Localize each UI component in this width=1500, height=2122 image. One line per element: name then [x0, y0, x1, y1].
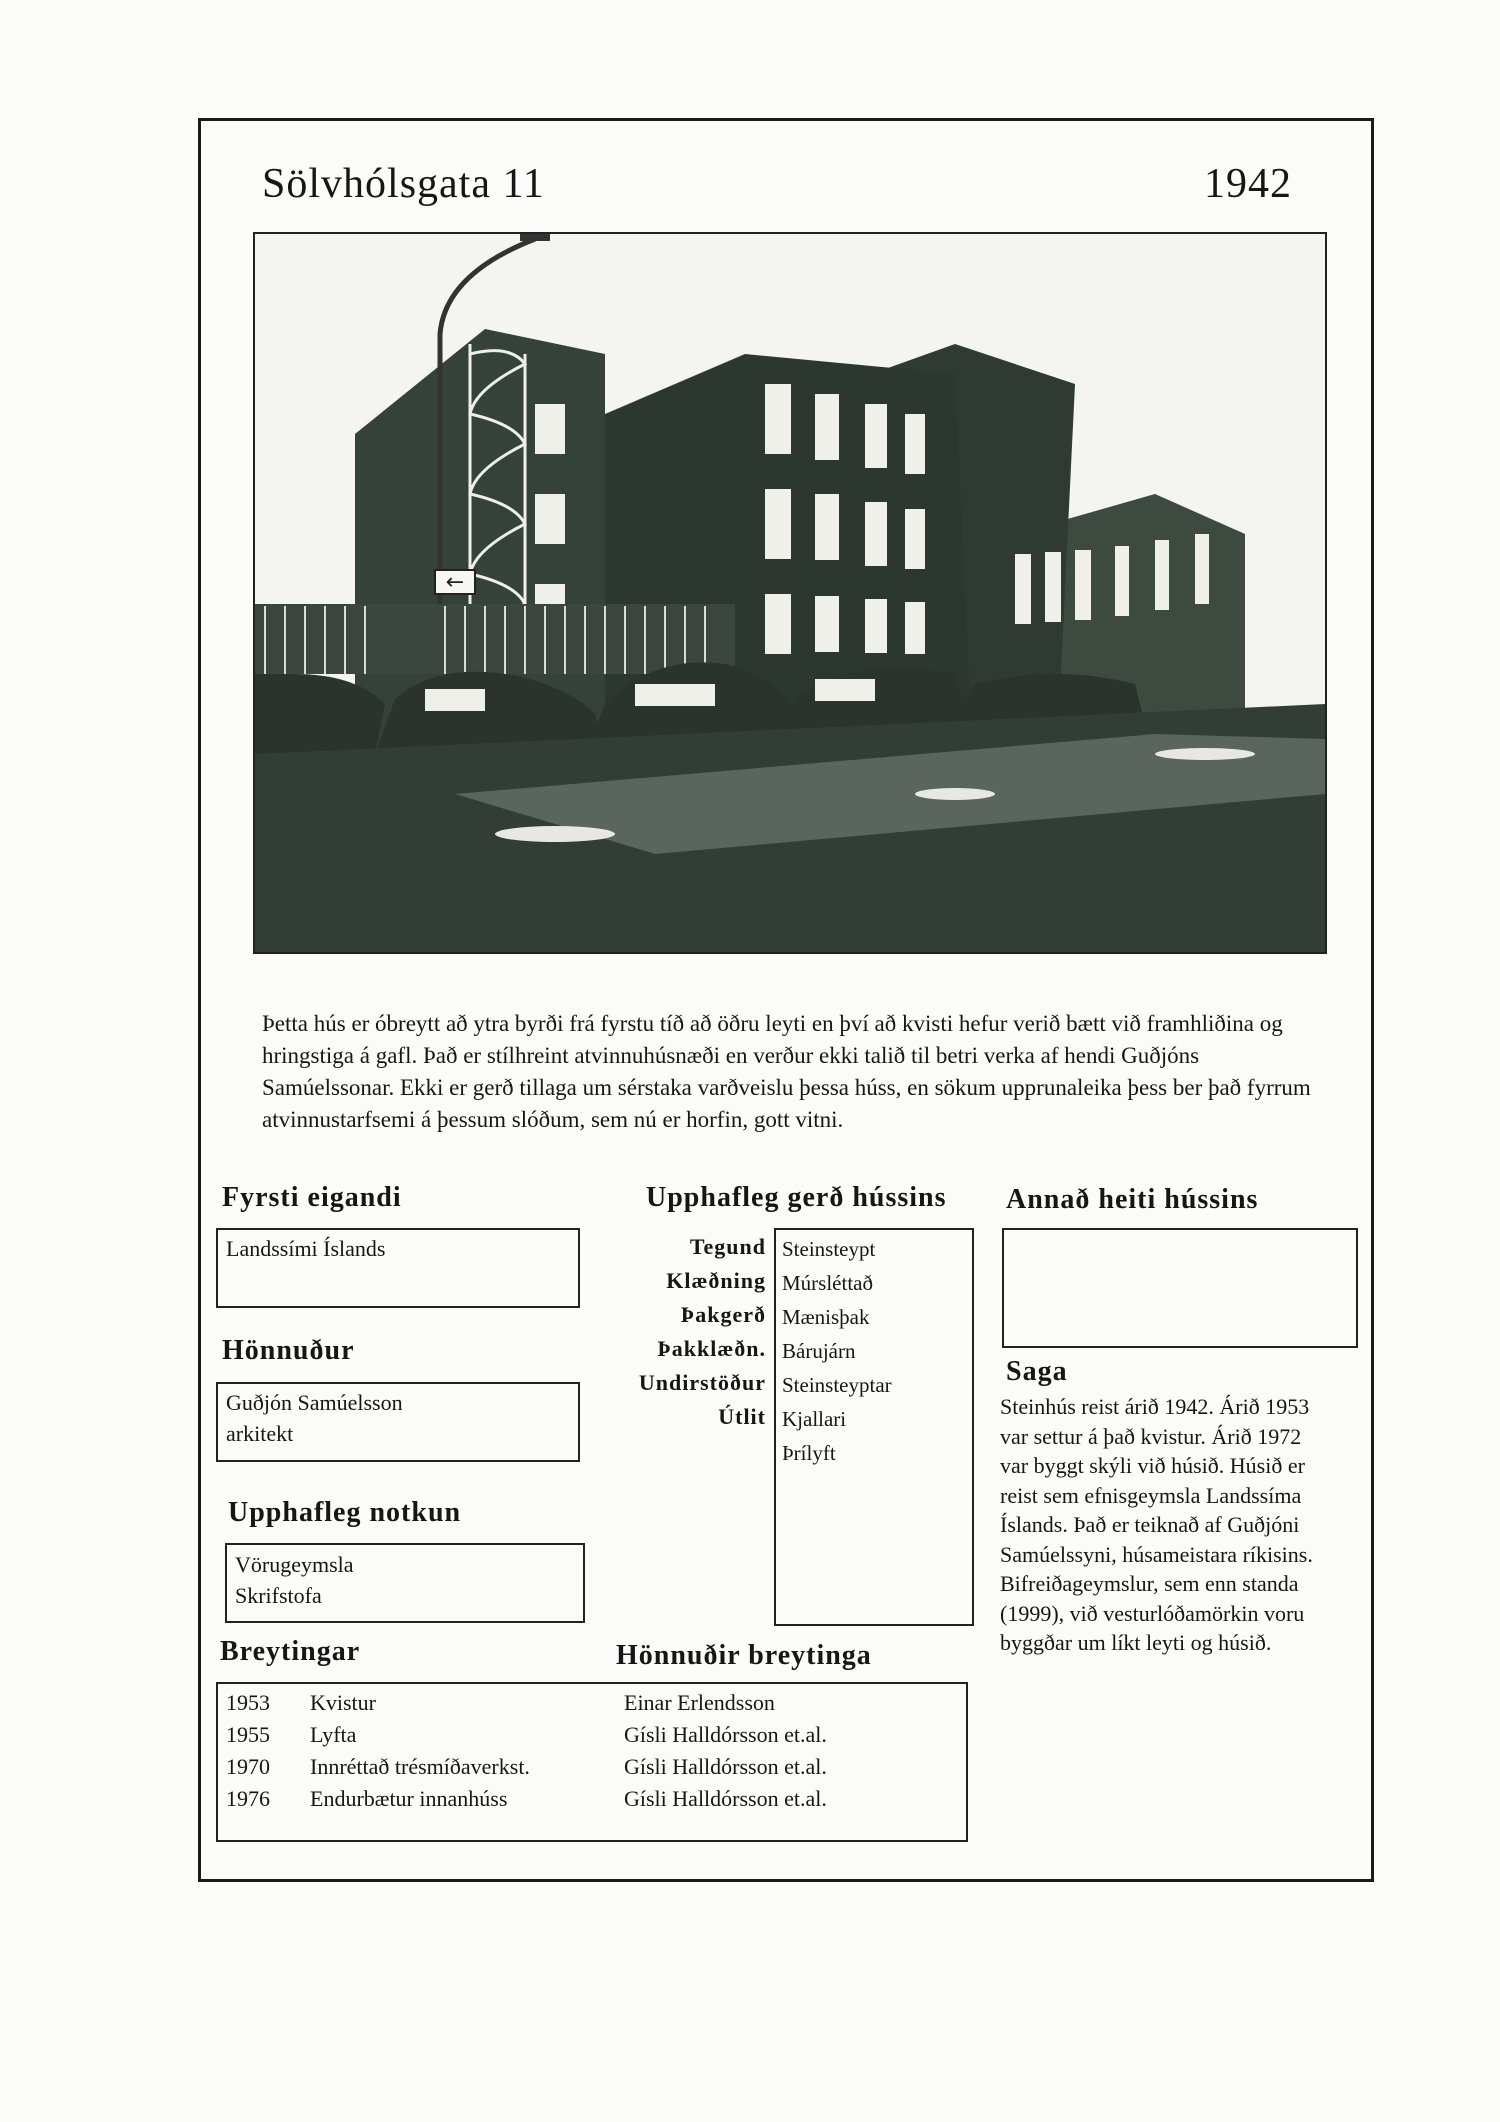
- first-owner-box: [216, 1228, 580, 1308]
- change-designer: Gísli Halldórsson et.al.: [624, 1785, 827, 1811]
- changes-box: [216, 1682, 968, 1842]
- saga-line: Bifreiðageymslur, sem enn standa: [1000, 1571, 1299, 1596]
- building-description: Þetta hús er óbreytt að ytra byrði frá fyrstu tíð að öðru leyti en því að kvisti hefur verið bætt við framhliðina og hringstiga á gafl. Það er stílhreint atvinnuhúsnæði en verður ekki talið til betri verka af hendi Guðjóns Samúelssonar. Ekki er gerð tillaga um sérstaka varðveislu þessa húss, en sökum upprunaleika þess ber það fyrrum atvinnustarfsemi á þessum slóðum, sem nú er horfin, gott vitni.: [262, 1011, 1311, 1132]
- saga-line: Samúelssyni, húsameistara ríkisins.: [1000, 1541, 1313, 1567]
- spec-key-utlit: Útlit: [718, 1404, 766, 1429]
- original-use-label: Upphafleg notkun: [228, 1497, 462, 1528]
- table-row: [226, 1686, 827, 1718]
- address-title: Sölvhólsgata 11: [262, 161, 545, 207]
- street-sign-arrow: ←: [445, 570, 465, 595]
- spec-value: Bárujárn: [782, 1339, 856, 1363]
- saga-line: Steinhús reist árið 1942. Árið 1953: [1000, 1394, 1310, 1419]
- change-designer: Gísli Halldórsson et.al.: [624, 1721, 827, 1747]
- saga-line: Íslands. Það er teiknað af Guðjóni: [1000, 1512, 1300, 1537]
- change-designer: Gísli Halldórsson et.al.: [624, 1753, 827, 1779]
- spec-key-klaedning: Klæðning: [666, 1268, 766, 1293]
- other-name-box: [1002, 1228, 1358, 1348]
- changes-table: [226, 1686, 827, 1814]
- designer-box: [216, 1382, 580, 1462]
- change-year: 1970: [226, 1753, 270, 1779]
- change-description: Lyfta: [310, 1721, 357, 1747]
- spec-value: Kjallari: [782, 1407, 847, 1431]
- spec-value: Múrsléttað: [782, 1271, 873, 1295]
- designer-title: arkitekt: [226, 1421, 294, 1446]
- spec-value: Steinsteyptar: [782, 1373, 892, 1397]
- original-use-item: Skrifstofa: [235, 1583, 322, 1608]
- saga-line: var byggt skýli við húsið. Húsið er: [1000, 1453, 1305, 1478]
- change-designer: Einar Erlendsson: [624, 1689, 775, 1715]
- building-photo: [253, 232, 1327, 954]
- spec-key-tegund: Tegund: [689, 1234, 766, 1259]
- change-description: Innréttað trésmíðaverkst.: [310, 1753, 530, 1779]
- other-name-label: Annað heiti hússins: [1006, 1184, 1259, 1215]
- change-description: Kvistur: [310, 1689, 376, 1715]
- changes-label: Breytingar: [220, 1636, 361, 1667]
- first-owner-value: Landssími Íslands: [226, 1236, 386, 1261]
- spec-key-thakgerd: Þakgerð: [680, 1302, 766, 1327]
- table-row: [226, 1782, 827, 1814]
- saga-label: Saga: [1006, 1356, 1068, 1387]
- original-use-box: [225, 1543, 585, 1623]
- change-year: 1976: [226, 1785, 270, 1811]
- original-use-item: Vörugeymsla: [235, 1552, 354, 1577]
- first-owner-label: Fyrsti eigandi: [222, 1182, 402, 1213]
- original-type-keys: [600, 1230, 766, 1434]
- saga-text: [1000, 1392, 1360, 1658]
- spec-value: Mænisþak: [782, 1305, 870, 1329]
- change-designers-label: Hönnuðir breytinga: [616, 1640, 872, 1671]
- spec-key-undirstodur: Undirstöður: [638, 1370, 766, 1395]
- designer-label: Hönnuður: [222, 1335, 355, 1366]
- saga-line: var settur á það kvistur. Árið 1972: [1000, 1423, 1302, 1449]
- spec-key-thakklaedn: Þakklæðn.: [657, 1336, 766, 1361]
- spec-value: Þrílyft: [782, 1441, 836, 1465]
- original-type-box: [774, 1228, 974, 1626]
- change-description: Endurbætur innanhúss: [310, 1785, 508, 1811]
- change-year: 1955: [226, 1721, 270, 1747]
- table-row: [226, 1718, 827, 1750]
- original-type-label: Upphafleg gerð hússins: [646, 1182, 947, 1213]
- change-year: 1953: [226, 1689, 270, 1715]
- saga-line: (1999), við vesturlóðamörkin voru: [1000, 1600, 1305, 1626]
- designer-name: Guðjón Samúelsson: [226, 1390, 403, 1415]
- saga-line: byggðar um líkt leyti og húsið.: [1000, 1630, 1272, 1655]
- saga-line: reist sem efnisgeymsla Landssíma: [1000, 1482, 1302, 1508]
- year-title: 1942: [1204, 161, 1292, 207]
- spec-value: Steinsteypt: [782, 1237, 876, 1261]
- table-row: [226, 1750, 827, 1782]
